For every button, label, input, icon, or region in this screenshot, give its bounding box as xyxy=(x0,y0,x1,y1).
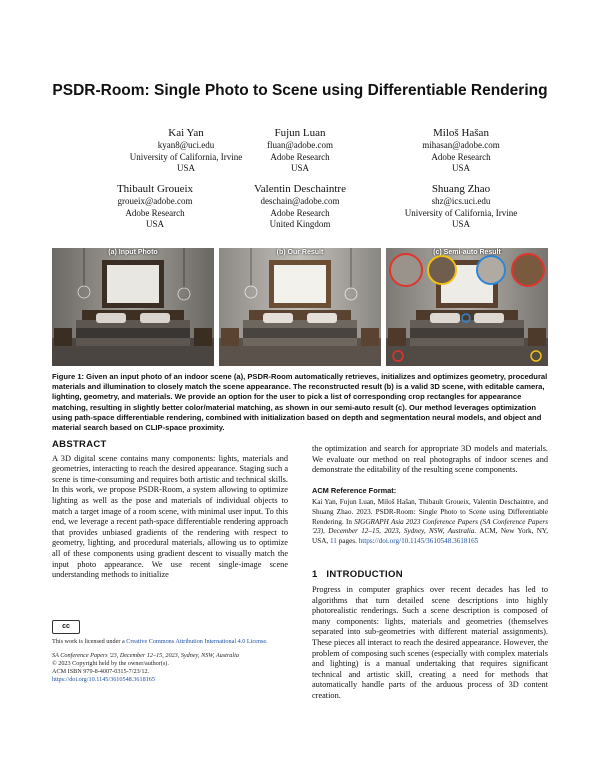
author-email: fluan@adobe.com xyxy=(266,140,333,150)
author-3 xyxy=(366,126,556,175)
author-name: Shuang Zhao xyxy=(431,183,491,195)
author-country: USA xyxy=(451,163,470,173)
abstract-text: A 3D digital scene contains many components: lights, materials and geometries, interacting to reach the desired appearance. Staging such a scene is time-consuming and requires both artistic and technical skills. In this work, we propose PSDR-Room, a system allowing to optimize lighting as well as the pose and materials of individual objects to match a target image of a room scene, with minimal user input. To this end, we leverage a recent path-space differentiable rendering approach that provides unbiased gradients of the rendering with respect to geometry, lighting, and procedural materials, allowing us to optimize all of these components using gradient descent to visually match the input photo appearance. We use recent single-image scene understanding methods to initialize xyxy=(52,453,288,580)
author-country: USA xyxy=(451,219,470,229)
cc-license-badge xyxy=(52,620,80,634)
reference-pages-link[interactable]: 11 xyxy=(329,536,337,545)
author-country: USA xyxy=(145,219,164,229)
panel-input-photo xyxy=(52,248,214,366)
author-name: Thibault Groueix xyxy=(116,183,194,195)
author-country: USA xyxy=(176,163,195,173)
author-name: Miloš Hašan xyxy=(433,127,489,139)
doi-link[interactable]: https://doi.org/10.1145/3610548.3618165 xyxy=(52,676,155,683)
bedroom-photo-a xyxy=(52,248,214,366)
author-country: United Kingdom xyxy=(269,219,331,229)
left-column xyxy=(52,440,288,581)
author-name: Kai Yan xyxy=(168,127,204,139)
figure-1 xyxy=(52,248,548,366)
intro-title: INTRODUCTION xyxy=(326,569,403,581)
reference-pages-suffix: pages. xyxy=(338,536,357,545)
right-column xyxy=(312,444,548,701)
author-name: Valentin Deschaintre xyxy=(254,183,346,195)
author-email: groueix@adobe.com xyxy=(117,196,193,206)
author-6 xyxy=(366,182,556,231)
author-email: deschain@adobe.com xyxy=(260,196,340,206)
abstract-heading: ABSTRACT xyxy=(52,439,107,450)
reference-heading: ACM Reference Format: xyxy=(312,485,397,495)
panel-label: (c) Semi-auto Result xyxy=(433,249,501,256)
reference-publisher: ACM, New York, NY, USA, xyxy=(312,527,548,545)
reference-venue: SIGGRAPH Asia 2023 Conference Papers (SA Conference Papers '23), December 12–15, 2023, Sydney, NSW, Australia. xyxy=(312,517,549,536)
license-block xyxy=(52,638,288,684)
license-prefix: This work is licensed under a xyxy=(52,638,127,645)
bedroom-photo-c xyxy=(386,248,548,366)
intro-number: 1 xyxy=(312,569,318,581)
cc-icon: cc xyxy=(62,623,70,630)
reference-text xyxy=(312,498,548,546)
author-affiliation: Adobe Research xyxy=(125,207,185,218)
reference-doi-link[interactable]: https://doi.org/10.1145/3610548.3618165 xyxy=(358,536,479,545)
author-affiliation: Adobe Research xyxy=(270,207,330,218)
copyright-line: © 2023 Copyright held by the owner/author(s). xyxy=(52,660,169,667)
reference-authors: Kai Yan, Fujun Luan, Miloš Hašan, Thibault Groueix, Valentin Deschaintre, and Shuang Zhao. 2023. xyxy=(312,498,548,516)
license-statement xyxy=(52,638,288,646)
author-affiliation: Adobe Research xyxy=(431,151,491,162)
intro-text: Progress in computer graphics over recent decades has led to algorithms that turn detailed scene descriptions into highly photorealistic renderings. Such a scene description is composed of many components: lights, materials and geometries (themselves separated into sub-geometries with different material assignments). These pieces all interact to reach the desired appearance. However, the problem of composing such scenes (especially with complex materials and lighting) is a manual undertaking that requires significant technical and artistic skill, creating a need for methods that automatically handle parts of the arduous process of 3D content creation. xyxy=(312,584,548,700)
intro-heading xyxy=(312,570,548,581)
author-email: shz@ics.uci.edu xyxy=(431,196,491,206)
panel-semi-auto-result xyxy=(386,248,548,366)
reference-title: PSDR-Room: Single Photo to Scene using Differentiable Rendering. In xyxy=(312,507,548,526)
panel-label: (b) Our Result xyxy=(276,249,324,256)
panel-label: (a) Input Photo xyxy=(108,249,158,256)
author-country: USA xyxy=(290,163,309,173)
author-email: mihasan@adobe.com xyxy=(422,140,500,150)
abstract-continuation: the optimization and search for appropriate 3D models and materials. We evaluate our method on real photographs of indoor scenes and demonstrate the editability of the resulting scene components. xyxy=(312,444,548,475)
author-name: Fujun Luan xyxy=(274,127,326,139)
paper-title: PSDR-Room: Single Photo to Scene using Differentiable Rendering xyxy=(52,82,548,99)
author-affiliation: Adobe Research xyxy=(270,151,330,162)
bedroom-photo-b xyxy=(219,248,381,366)
author-affiliation: University of California, Irvine xyxy=(129,151,243,162)
author-affiliation: University of California, Irvine xyxy=(404,207,518,218)
author-email: kyan8@uci.edu xyxy=(157,140,215,150)
conference-line: SA Conference Papers '23, December 12–15, 2023, Sydney, NSW, Australia xyxy=(52,652,239,659)
license-link[interactable]: Creative Commons Attribution International 4.0 License. xyxy=(126,638,268,645)
panel-our-result xyxy=(219,248,381,366)
isbn-line: ACM ISBN 979-8-4007-0315-7/23/12. xyxy=(52,668,150,675)
figure-caption: Figure 1: Given an input photo of an indoor scene (a), PSDR-Room automatically retrieves, initializes and optimizes geometry, procedural materials and illumination to closely match the scene appearance. The reconstructed result (b) is a valid 3D scene, with editable camera, lighting, geometry, and materials. We provide an option for the user to pick a list of corresponding crop rectangles for appearance matching, resulting in slightly better color/material matching, as shown in our semi-auto result (c). Our method leverages optimization using path-space differentiable rendering, combined with initialization based on depth and segmentation neural models, and object and material search based on CLIP-space proximity. xyxy=(52,372,548,433)
